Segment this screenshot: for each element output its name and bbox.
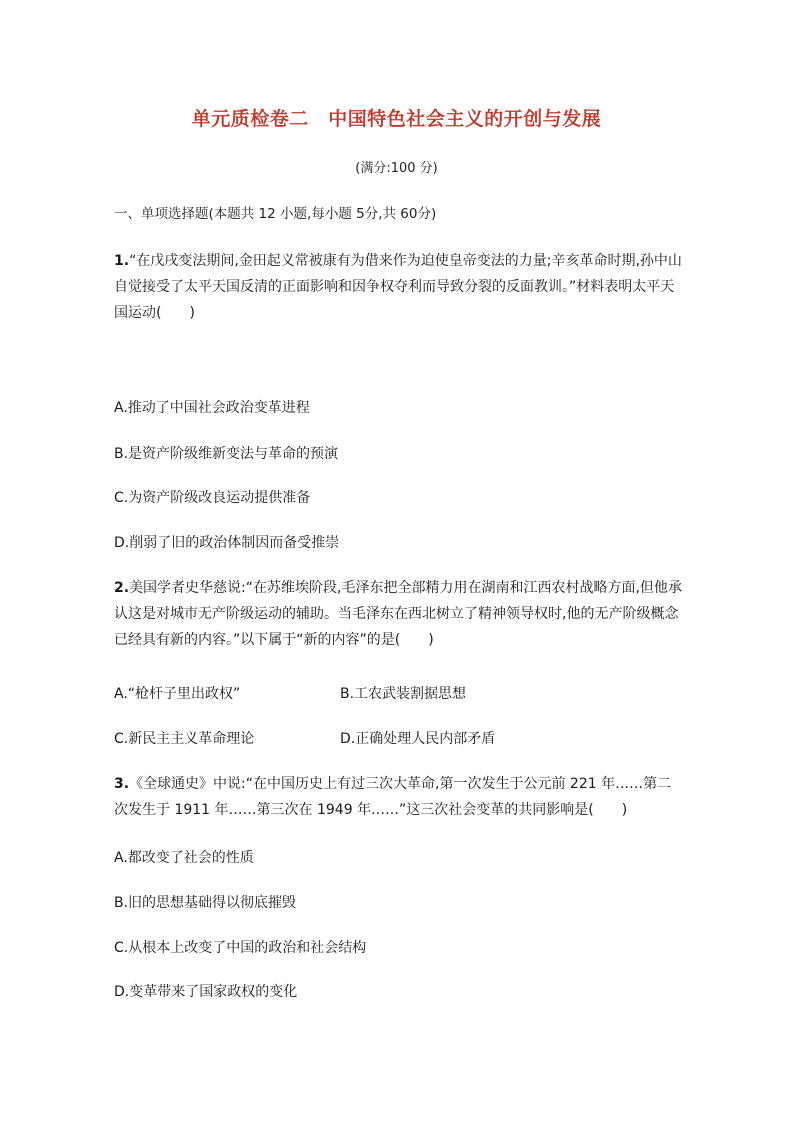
question-1-stem — [114, 248, 682, 326]
question-3-option-d: D.变革带来了国家政权的变化 — [114, 984, 298, 1000]
question-number: 2. — [114, 580, 130, 596]
question-3-stem — [114, 771, 682, 823]
page-title: 单元质检卷二 中国特色社会主义的开创与发展 — [191, 108, 602, 130]
question-2-option-a: A.“枪杆子里出政权” — [114, 686, 241, 702]
question-text: 美国学者史华慈说:“在苏维埃阶段,毛泽东把全部精力用在湖南和江西农村战略方面,但他承认这是对城市无产阶级运动的辅助。当毛泽东在西北树立了精神领导权时,他的无产阶级概念已经具有新的内容。”以下属于“新的内容”的是( ) — [114, 580, 682, 648]
question-3-option-b: B.旧的思想基础得以彻底摧毁 — [114, 895, 297, 911]
question-2-option-d: D.正确处理人民内部矛盾 — [340, 731, 496, 747]
question-3-option-c: C.从根本上改变了中国的政治和社会结构 — [114, 940, 367, 956]
question-2-option-c: C.新民主主义革命理论 — [114, 731, 255, 747]
question-1-option-b: B.是资产阶级维新变法与革命的预演 — [114, 446, 339, 462]
question-text: 《全球通史》中说:“在中国历史上有过三次大革命,第一次发生于公元前 221 年……第二次发生于 1911 年……第三次在 1949 年……”这三次社会变革的共同影响是( ) — [114, 776, 672, 818]
full-score-note: (满分:100 分) — [355, 161, 438, 176]
question-1-option-d: D.削弱了旧的政治体制因而备受推崇 — [114, 535, 340, 551]
question-number: 1. — [114, 253, 130, 269]
question-2-option-b: B.工农武装割据思想 — [340, 686, 467, 702]
question-3-option-a: A.都改变了社会的性质 — [114, 850, 254, 866]
question-number: 3. — [114, 776, 130, 792]
question-1-option-c: C.为资产阶级改良运动提供准备 — [114, 490, 311, 506]
question-2-stem — [114, 575, 682, 653]
question-1-option-a: A.推动了中国社会政治变革进程 — [114, 400, 310, 416]
section-heading: 一、单项选择题(本题共 12 小题,每小题 5分,共 60分) — [114, 206, 437, 222]
question-text: “在戊戌变法期间,金田起义常被康有为借来作为迫使皇帝变法的力量;辛亥革命时期,孙中山自觉接受了太平天国反清的正面影响和因争权夺利而导致分裂的反面教训。”材料表明太平天国运动( ) — [114, 253, 682, 321]
